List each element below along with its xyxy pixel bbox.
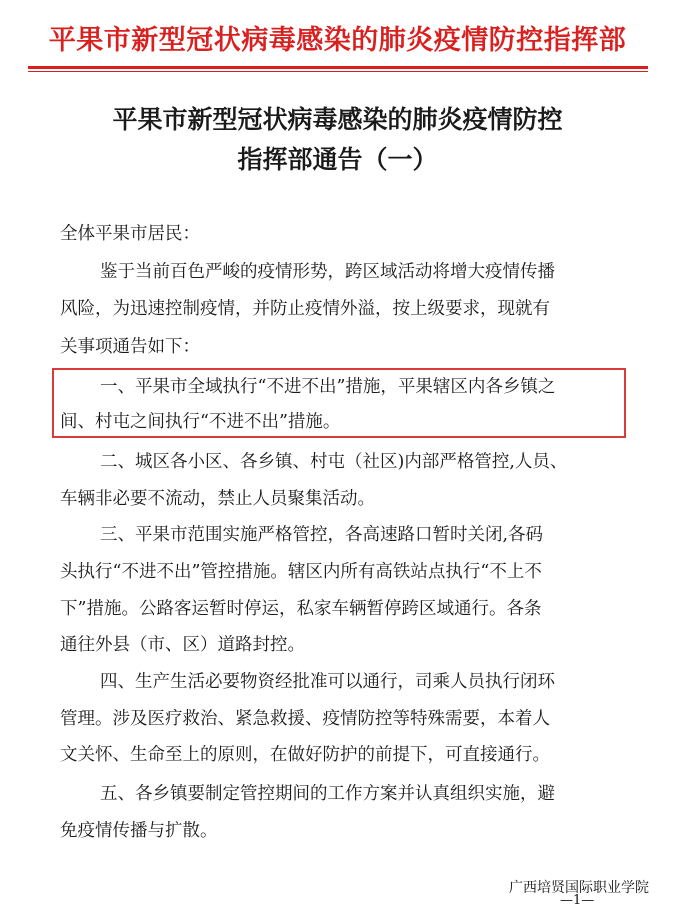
body-line: 鉴于当前百色严峻的疫情形势，跨区域活动将增大疫情传播: [100, 262, 555, 282]
body-line: 车辆非必要不流动，禁止人员聚集活动。: [60, 489, 375, 509]
body-line: 一、平果市全域执行“不进不出”措施，平果辖区内各乡镇之: [100, 377, 556, 397]
body-line: 下”措施。公路客运暂时停运，私家车辆暂停跨区域通行。各条: [60, 599, 542, 619]
salutation: 全体平果市居民：: [60, 224, 200, 244]
body-line: 四、生产生活必要物资经批准可以通行，司乘人员执行闭环: [100, 672, 555, 692]
header-rule-thick: [28, 66, 648, 69]
body-line: 免疫情传播与扩散。: [60, 821, 218, 841]
body-line: 三、平果市范围实施严格管控，各高速路口暂时关闭,各码: [100, 525, 544, 545]
notice-title-line2: 指挥部通告（一）: [237, 145, 438, 174]
body-line: 头执行“不进不出”管控措施。辖区内所有高铁站点执行“不上不: [60, 562, 542, 582]
body-line: 风险，为迅速控制疫情，并防止疫情外溢，按上级要求，现就有: [60, 299, 550, 319]
watermark-text: 广西培贤国际职业学院: [509, 880, 649, 896]
header-rule-thin: [28, 71, 648, 72]
page-number: —1—: [560, 893, 595, 908]
body-line: 二、城区各小区、各乡镇、村屯（社区)内部严格管控,人员、: [100, 452, 568, 472]
body-line: 文关怀、生命至上的原则，在做好防护的前提下，可直接通行。: [60, 745, 550, 765]
header-org-name: 平果市新型冠状病毒感染的肺炎疫情防控指挥部: [48, 25, 627, 56]
body-line: 关事项通告如下：: [60, 337, 200, 357]
notice-title-line1: 平果市新型冠状病毒感染的肺炎疫情防控: [112, 105, 563, 134]
body-line: 管理。涉及医疗救治、紧急救援、疫情防控等特殊需要，本着人: [60, 709, 550, 729]
body-line: 通往外县（市、区）道路封控。: [60, 635, 305, 655]
body-line: 间、村屯之间执行“不进不出”措施。: [60, 412, 341, 432]
body-line: 五、各乡镇要制定管控期间的工作方案并认真组织实施，避: [100, 784, 555, 804]
